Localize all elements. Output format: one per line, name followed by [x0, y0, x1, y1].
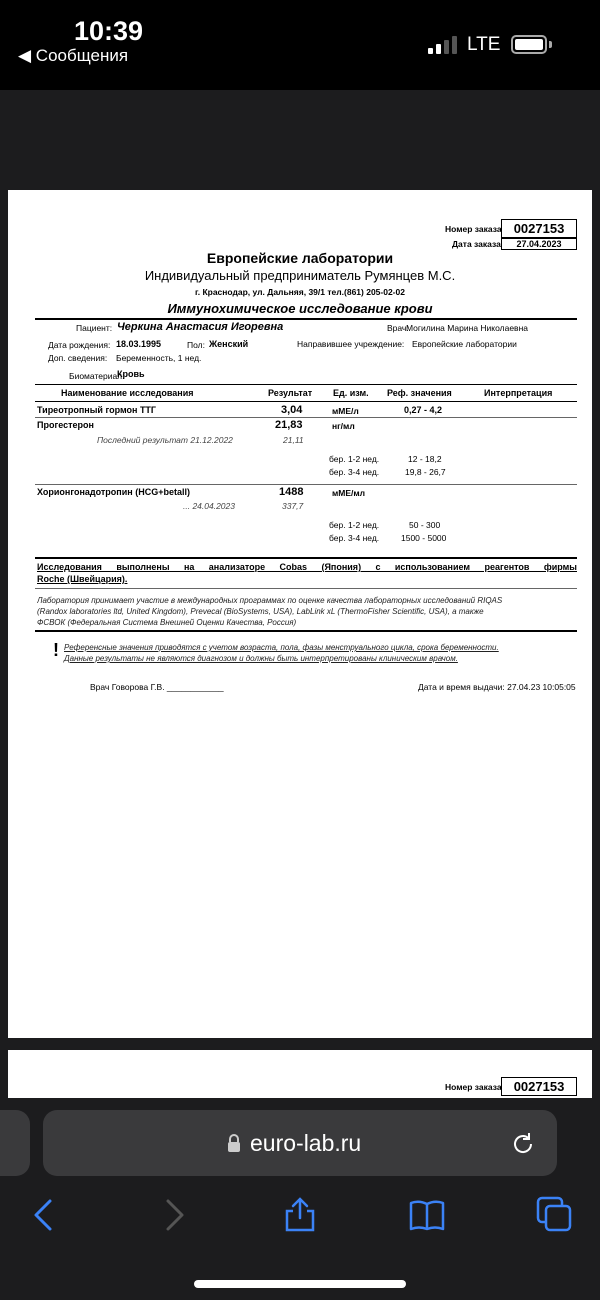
col-header-result: Результат	[268, 388, 313, 398]
browser-toolbar	[0, 1098, 600, 1300]
patient-label: Пациент:	[76, 323, 113, 333]
warning-line: Данные результаты не являются диагнозом и должны быть интерпретированы клиническим врачом.	[64, 654, 458, 663]
biomaterial-label: Биоматериал:	[69, 371, 125, 381]
table-top-rule	[35, 384, 577, 385]
status-bar	[0, 0, 600, 90]
network-type: LTE	[467, 34, 501, 55]
order-number-label: Номер заказа	[445, 1082, 502, 1092]
home-indicator[interactable]	[194, 1280, 406, 1288]
divider	[35, 588, 577, 589]
bookmarks-icon[interactable]	[409, 1197, 445, 1233]
warning-icon: !	[53, 640, 59, 660]
lab-address: г. Краснодар, ул. Дальняя, 39/1 тел.(861) 205-02-02	[195, 287, 405, 297]
back-to-messages-link[interactable]: ◀ Сообщения	[18, 46, 129, 65]
extra-info-label: Доп. сведения:	[48, 353, 108, 363]
extra-info-value: Беременность, 1 нед.	[116, 353, 202, 363]
row-name: Прогестерон	[37, 420, 94, 430]
quality-note-line: (Randox laboratories ltd, United Kingdom), Prevecal (BioSystems, USA), LabLink xL (ThermoFisher Scientific, USA), а также	[37, 607, 484, 616]
divider	[35, 557, 577, 559]
battery-icon	[511, 35, 547, 54]
analyzer-note-line: Roche (Швейцария).	[37, 574, 128, 584]
back-icon[interactable]	[26, 1197, 62, 1233]
order-number: 0027153	[501, 1077, 577, 1096]
quality-note-line: Лаборатория принимает участие в международных программах по оценке качества лабораторных исследований RIQAS	[37, 596, 503, 605]
row-divider	[35, 417, 577, 418]
ref-value: 50 - 300	[409, 520, 441, 530]
referrer-label: Направившее учреждение:	[297, 339, 405, 349]
order-date-label: Дата заказа	[452, 239, 501, 249]
report-title: Иммунохимическое исследование крови	[167, 301, 433, 316]
ref-value: 12 - 18,2	[408, 454, 442, 464]
ref-value: 19,8 - 26,7	[405, 467, 446, 477]
reload-icon[interactable]	[510, 1131, 536, 1157]
col-header-name: Наименование исследования	[61, 388, 194, 398]
doctor-label: Врач:	[387, 323, 409, 333]
previous-result-value: 337,7	[282, 501, 304, 511]
row-unit: мМЕ/мл	[332, 488, 366, 498]
clock: 10:39	[74, 16, 144, 46]
previous-result-label: ... 24.04.2023	[183, 501, 235, 511]
lock-icon	[227, 1134, 241, 1152]
share-icon[interactable]	[282, 1196, 318, 1232]
ref-label: бер. 1-2 нед.	[329, 520, 380, 530]
dob-label: Дата рождения:	[48, 340, 111, 350]
order-number: 0027153	[501, 219, 577, 238]
ref-value: 1500 - 5000	[401, 533, 447, 543]
sex-value: Женский	[209, 339, 249, 349]
row-name: Тиреотропный гормон ТТГ	[37, 405, 157, 415]
sex-label: Пол:	[187, 340, 205, 350]
row-result: 1488	[279, 486, 304, 498]
row-result: 3,04	[281, 404, 303, 416]
document-page	[8, 190, 592, 1038]
divider	[35, 318, 577, 320]
col-header-ref: Реф. значения	[387, 388, 452, 398]
col-header-unit: Ед. изм.	[333, 388, 369, 398]
warning-line: Референсные значения приводятся с учетом возраста, пола, фазы менструального цикла, срока беременности.	[64, 643, 499, 652]
biomaterial-value: Кровь	[117, 369, 145, 379]
previous-tab-peek[interactable]	[0, 1110, 30, 1176]
url-text[interactable]: euro-lab.ru	[250, 1130, 362, 1156]
tabs-icon[interactable]	[536, 1196, 572, 1232]
signature: Врач Говорова Г.В. ____________	[90, 682, 224, 692]
row-name: Хорионгонадотропин (HCG+betall)	[37, 487, 190, 497]
dob-value: 18.03.1995	[116, 339, 162, 349]
patient-name: Черкина Анастасия Игоревна	[117, 321, 284, 333]
entrepreneur: Индивидуальный предприниматель Румянцев М.С.	[144, 268, 456, 283]
order-date: 27.04.2023	[501, 238, 577, 250]
battery-cap-icon	[549, 41, 552, 48]
ref-label: бер. 1-2 нед.	[329, 454, 380, 464]
doctor-name: Могилина Марина Николаевна	[406, 323, 528, 333]
previous-result-label: Последний результат 21.12.2022	[97, 435, 233, 445]
analyzer-note-line: Исследования выполнены на анализаторе Cobas (Япония) с использованием реагентов фирмы	[37, 562, 577, 572]
ref-label: бер. 3-4 нед.	[329, 467, 380, 477]
referrer-value: Европейские лаборатории	[412, 339, 517, 349]
row-ref: 0,27 - 4,2	[404, 405, 443, 415]
forward-icon[interactable]	[156, 1197, 192, 1233]
lab-name: Европейские лаборатории	[206, 250, 394, 266]
signal-strength-icon	[428, 36, 458, 54]
order-number-label: Номер заказа	[445, 224, 502, 234]
ref-label: бер. 3-4 нед.	[329, 533, 380, 543]
divider	[35, 630, 577, 632]
previous-result-value: 21,11	[283, 435, 304, 445]
issue-datetime: Дата и время выдачи: 27.04.23 10:05:05	[418, 682, 576, 692]
row-unit: нг/мл	[332, 421, 355, 431]
col-header-interp: Интерпретация	[484, 388, 553, 398]
row-result: 21,83	[275, 419, 303, 431]
table-header-rule	[35, 401, 577, 402]
row-divider	[35, 484, 577, 485]
quality-note-line: ФСВОК (Федеральная Система Внешней Оценки Качества, Россия)	[37, 618, 297, 627]
row-unit: мМЕ/л	[332, 406, 359, 416]
